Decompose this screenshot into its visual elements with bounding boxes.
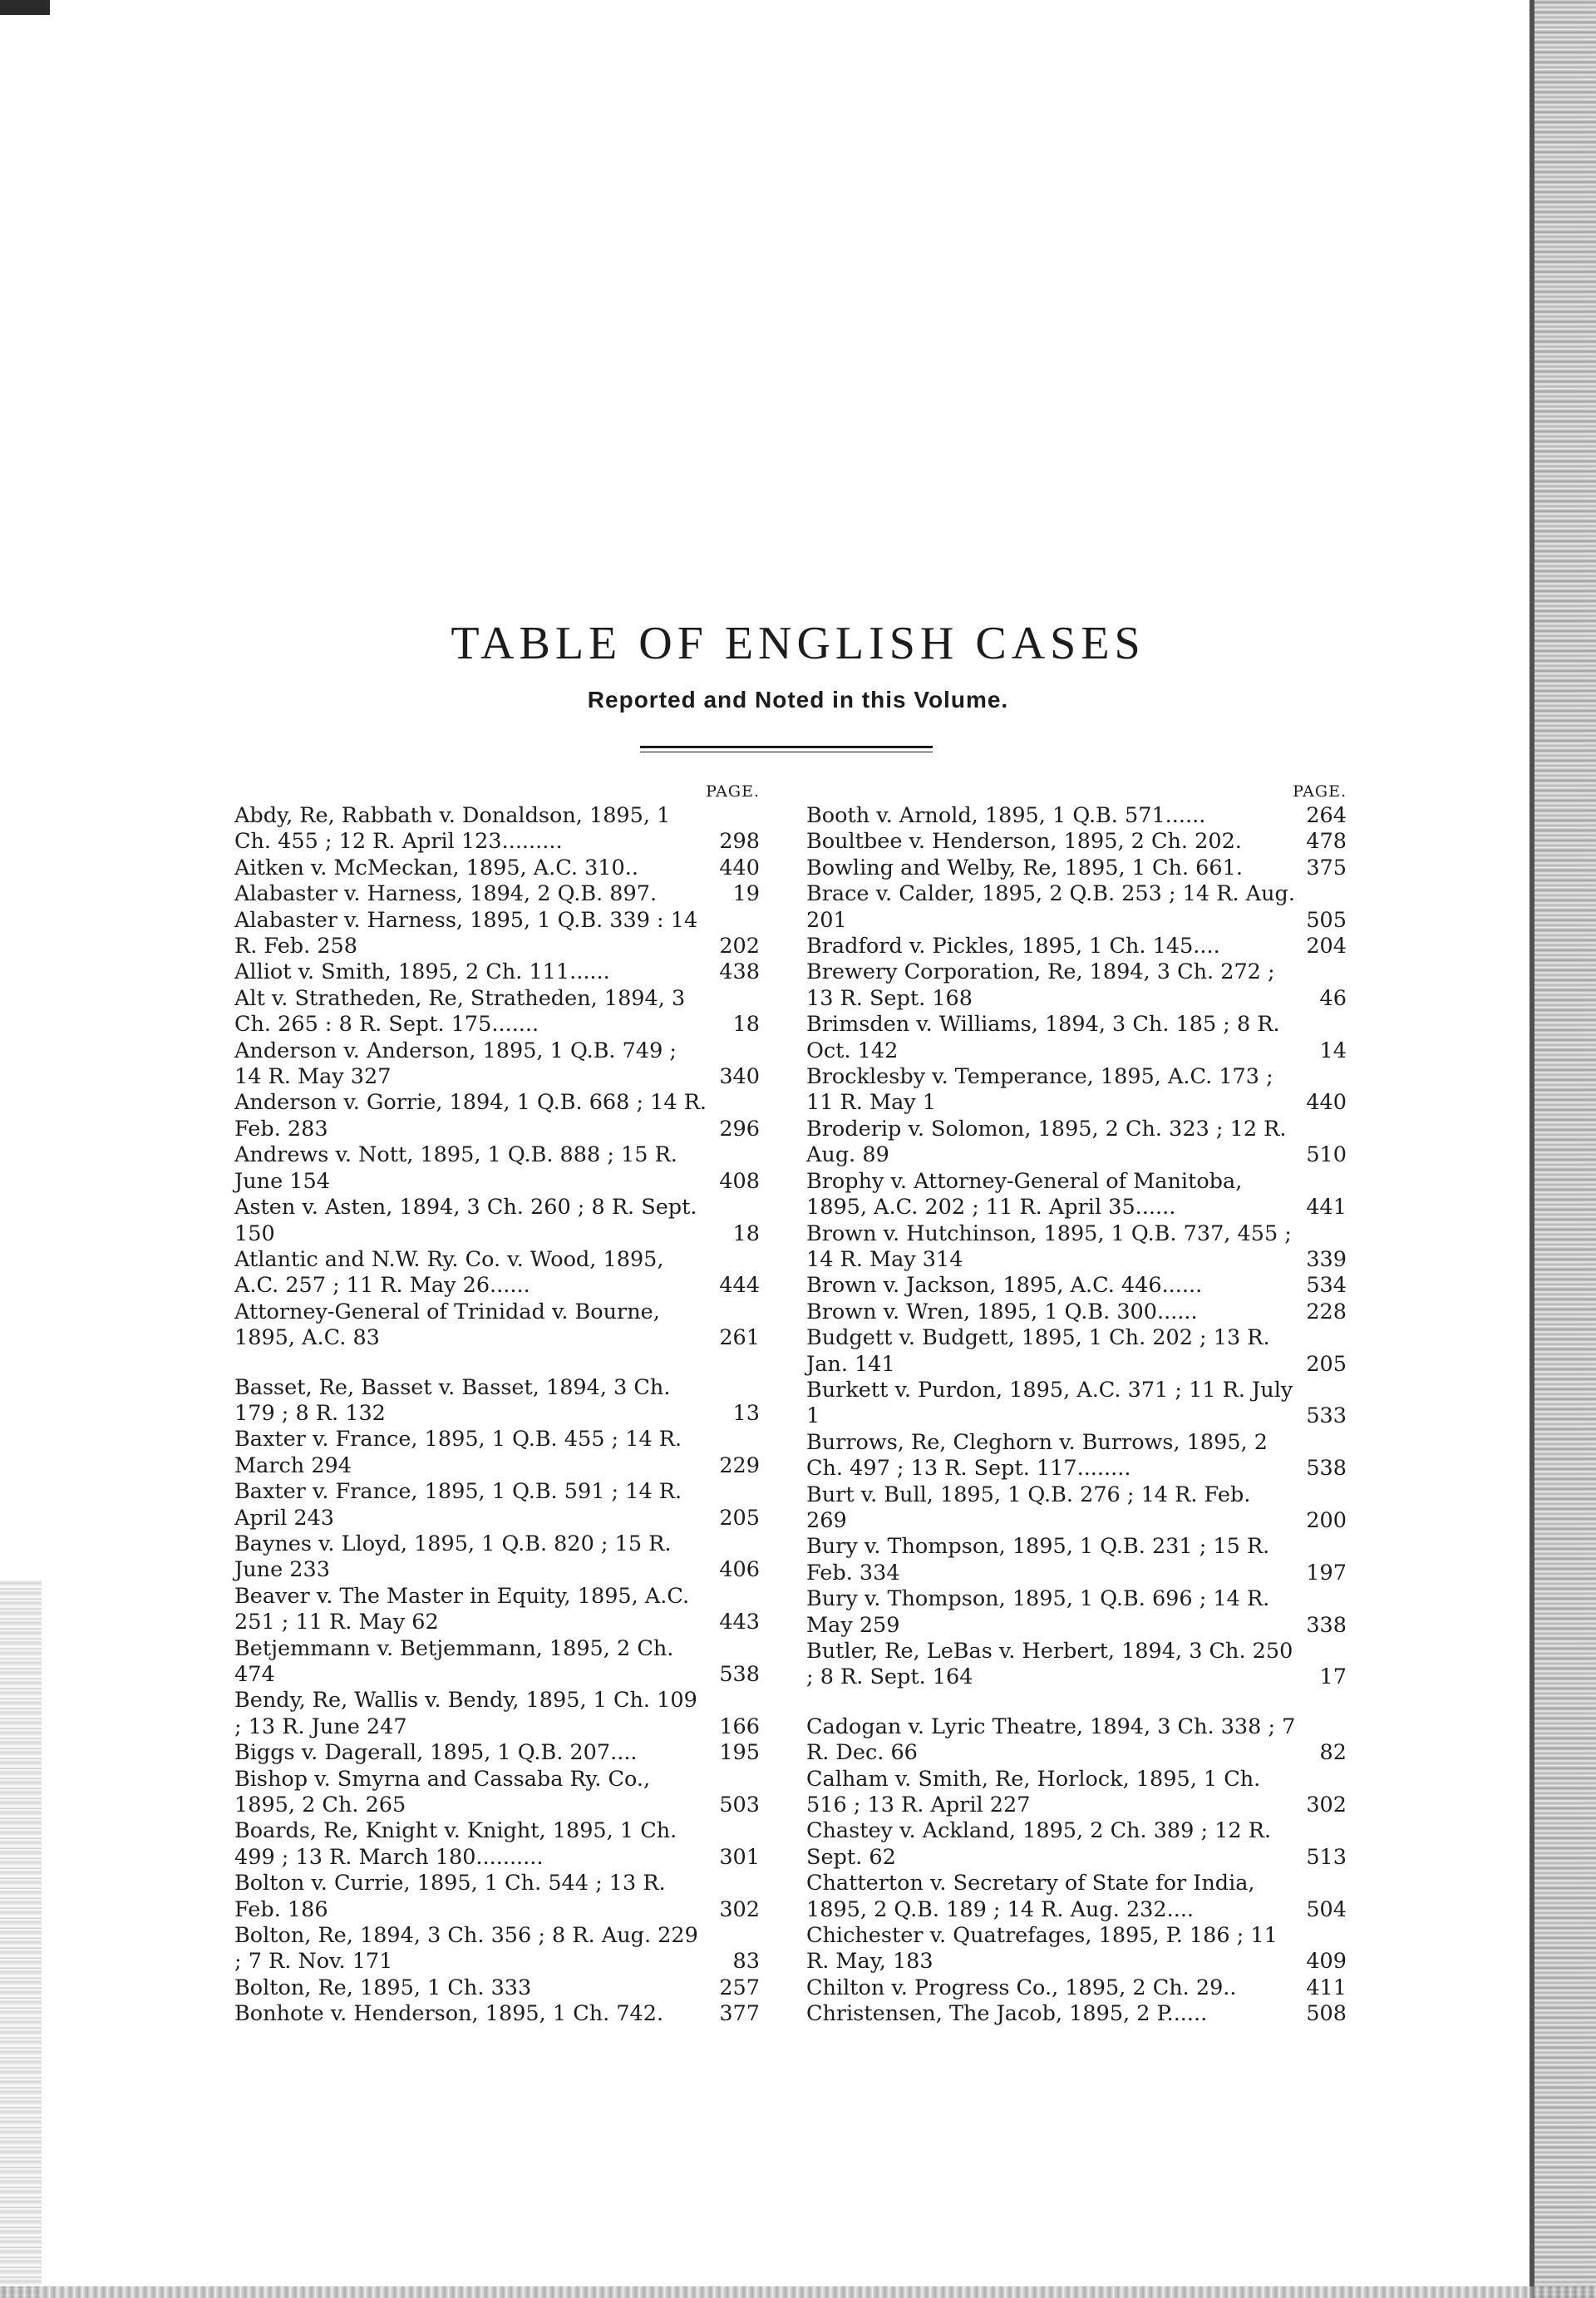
case-page-number: 202 [719, 934, 760, 959]
case-entry [806, 1534, 1347, 1586]
case-page-number: 46 [1319, 985, 1347, 1011]
case-entry [234, 1427, 760, 1479]
case-page-number: 375 [1306, 855, 1347, 880]
case-page-number: 406 [719, 1557, 760, 1583]
case-entry [234, 908, 760, 960]
case-page-number: 408 [719, 1168, 760, 1194]
case-citation: Attorney-General of Trinidad v. Bourne, 1895, A.C. 83 [234, 1299, 660, 1351]
section-gap [234, 1352, 760, 1375]
case-entry [806, 934, 1347, 959]
case-entry [806, 1221, 1347, 1274]
case-citation: Andrews v. Nott, 1895, 1 Q.B. 888 ; 15 R. June 154 [234, 1142, 677, 1194]
case-citation: Aitken v. McMeckan, 1895, A.C. 310.. [234, 855, 638, 880]
right-column [806, 780, 1347, 2028]
case-list-left [234, 803, 760, 2028]
case-citation: Abdy, Re, Rabbath v. Donaldson, 1895, 1 Ch. 455 ; 12 R. April 123......... [234, 803, 671, 855]
case-citation: Brimsden v. Williams, 1894, 3 Ch. 185 ; 8 R. Oct. 142 [806, 1012, 1280, 1063]
case-page-number: 205 [719, 1505, 760, 1531]
case-page-number: 510 [1306, 1142, 1347, 1168]
case-page-number: 444 [719, 1273, 760, 1299]
case-citation: Alt v. Stratheden, Re, Stratheden, 1894, 3 Ch. 265 : 8 R. Sept. 175....... [234, 985, 686, 1038]
case-entry [806, 1430, 1347, 1482]
case-citation: Baynes v. Lloyd, 1895, 1 Q.B. 820 ; 15 R. June 233 [234, 1531, 672, 1583]
case-citation: Burt v. Bull, 1895, 1 Q.B. 276 ; 14 R. Feb. 269 [806, 1482, 1251, 1533]
case-citation: Booth v. Arnold, 1895, 1 Q.B. 571...... [806, 803, 1206, 828]
case-citation: Cadogan v. Lyric Theatre, 1894, 3 Ch. 338 ; 7 R. Dec. 66 [806, 1714, 1296, 1766]
case-entry [806, 829, 1347, 855]
case-citation: Bolton, Re, 1894, 3 Ch. 356 ; 8 R. Aug. 229 ; 7 R. Nov. 171 [234, 1923, 698, 1975]
case-citation: Boultbee v. Henderson, 1895, 2 Ch. 202. [806, 829, 1242, 855]
page-title: TABLE OF ENGLISH CASES [451, 618, 1145, 669]
case-citation: Bury v. Thompson, 1895, 1 Q.B. 696 ; 14 R. May 259 [806, 1586, 1270, 1638]
case-entry [234, 1975, 760, 2001]
case-page-number: 83 [732, 1949, 760, 1975]
case-citation: Chatterton v. Secretary of State for India, 1895, 2 Q.B. 189 ; 14 R. Aug. 232.... [806, 1871, 1255, 1922]
case-entry [806, 856, 1347, 881]
case-page-number: 197 [1306, 1560, 1347, 1585]
case-page-number: 440 [1306, 1090, 1347, 1116]
case-entry [234, 986, 760, 1038]
title-divider [640, 746, 933, 748]
case-entry [234, 1142, 760, 1195]
case-citation: Butler, Re, LeBas v. Herbert, 1894, 3 Ch. 250 ; 8 R. Sept. 164 [806, 1639, 1293, 1690]
case-entry [234, 1195, 760, 1247]
case-page-number: 13 [732, 1400, 760, 1426]
case-citation: Brophy v. Attorney-General of Manitoba, 1895, A.C. 202 ; 11 R. April 35...... [806, 1168, 1243, 1221]
case-entry [234, 803, 760, 856]
case-page-number: 261 [719, 1325, 760, 1351]
case-entry [234, 1375, 760, 1428]
case-citation: Brown v. Wren, 1895, 1 Q.B. 300...... [806, 1299, 1198, 1324]
case-page-number: 508 [1306, 2001, 1347, 2027]
case-entry [234, 1531, 760, 1584]
case-page-number: 229 [719, 1452, 760, 1478]
case-page-number: 441 [1306, 1195, 1347, 1221]
case-page-number: 301 [719, 1844, 760, 1870]
case-entry [234, 1688, 760, 1740]
case-citation: Budgett v. Budgett, 1895, 1 Ch. 202 ; 13 R. Jan. 141 [806, 1325, 1270, 1377]
case-entry [806, 1299, 1347, 1325]
case-list-right [806, 803, 1347, 2028]
case-page-number: 503 [719, 1793, 760, 1818]
case-entry [806, 1586, 1347, 1639]
case-entry [806, 1975, 1347, 2001]
case-page-number: 338 [1306, 1612, 1347, 1638]
case-page-number: 257 [719, 1975, 760, 2000]
case-page-number: 298 [719, 829, 760, 855]
case-page-number: 438 [719, 959, 760, 985]
case-page-number: 538 [1306, 1456, 1347, 1482]
case-citation: Anderson v. Anderson, 1895, 1 Q.B. 749 ; 14 R. May 327 [234, 1038, 677, 1090]
case-page-number: 200 [1306, 1507, 1347, 1533]
case-citation: Burkett v. Purdon, 1895, A.C. 371 ; 11 R. July 1 [806, 1377, 1293, 1429]
case-page-number: 18 [732, 1012, 760, 1038]
case-entry [234, 1299, 760, 1352]
case-entry [234, 1923, 760, 1975]
case-citation: Bishop v. Smyrna and Cassaba Ry. Co., 1895, 2 Ch. 265 [234, 1766, 651, 1818]
case-entry [806, 1923, 1347, 1975]
case-page-number: 377 [719, 2001, 760, 2027]
case-citation: Anderson v. Gorrie, 1894, 1 Q.B. 668 ; 14 R. Feb. 283 [234, 1090, 707, 1142]
case-entry [806, 1714, 1347, 1767]
page-column-header: PAGE. [706, 782, 760, 801]
case-page-number: 18 [732, 1221, 760, 1246]
case-citation: Beaver v. The Master in Equity, 1895, A.C. 251 ; 11 R. May 62 [234, 1583, 690, 1635]
case-citation: Boards, Re, Knight v. Knight, 1895, 1 Ch. 499 ; 13 R. March 180.......... [234, 1818, 677, 1870]
case-citation: Atlantic and N.W. Ry. Co. v. Wood, 1895, A.C. 257 ; 11 R. May 26...... [234, 1246, 664, 1299]
case-citation: Bradford v. Pickles, 1895, 1 Ch. 145.... [806, 934, 1220, 959]
case-citation: Bowling and Welby, Re, 1895, 1 Ch. 661. [806, 855, 1243, 880]
case-page-number: 533 [1306, 1403, 1347, 1429]
case-page-number: 505 [1306, 907, 1347, 933]
case-entry [234, 856, 760, 881]
case-citation: Alliot v. Smith, 1895, 2 Ch. 111...... [234, 959, 610, 985]
case-citation: Biggs v. Dagerall, 1895, 1 Q.B. 207.... [234, 1740, 638, 1766]
case-citation: Chastey v. Ackland, 1895, 2 Ch. 389 ; 12 R. Sept. 62 [806, 1818, 1272, 1870]
case-page-number: 228 [1306, 1299, 1347, 1324]
case-page-number: 411 [1306, 1975, 1347, 2000]
left-column [234, 780, 760, 2028]
case-page-number: 513 [1306, 1844, 1347, 1870]
case-page-number: 478 [1306, 829, 1347, 855]
case-citation: Alabaster v. Harness, 1894, 2 Q.B. 897. [234, 881, 658, 907]
case-entry [806, 1064, 1347, 1117]
case-entry [234, 1767, 760, 1819]
case-entry [234, 881, 760, 907]
case-page-number: 204 [1306, 934, 1347, 959]
case-entry [234, 2001, 760, 2027]
section-gap [806, 1691, 1347, 1714]
case-page-number: 166 [719, 1714, 760, 1739]
scan-edge-bottom [0, 2286, 1596, 2298]
case-citation: Baxter v. France, 1895, 1 Q.B. 591 ; 14 R. April 243 [234, 1479, 682, 1531]
case-page-number: 205 [1306, 1351, 1347, 1377]
case-entry [234, 1090, 760, 1142]
case-citation: Burrows, Re, Cleghorn v. Burrows, 1895, 2 Ch. 497 ; 13 R. Sept. 117........ [806, 1429, 1268, 1482]
case-page-number: 82 [1319, 1740, 1347, 1766]
case-entry [234, 1038, 760, 1091]
case-citation: Bonhote v. Henderson, 1895, 1 Ch. 742. [234, 2001, 664, 2027]
case-page-number: 296 [719, 1116, 760, 1142]
case-entry [806, 1169, 1347, 1221]
case-page-number: 14 [1319, 1038, 1347, 1063]
case-entry [234, 1818, 760, 1871]
case-entry [234, 1247, 760, 1299]
scan-edge-right [1530, 0, 1596, 2298]
case-entry [806, 1639, 1347, 1691]
case-entry [234, 1584, 760, 1636]
case-page-number: 534 [1306, 1273, 1347, 1299]
case-entry [806, 959, 1347, 1012]
case-citation: Brewery Corporation, Re, 1894, 3 Ch. 272 ; 13 R. Sept. 168 [806, 959, 1275, 1011]
case-entry [806, 803, 1347, 829]
case-page-number: 409 [1306, 1949, 1347, 1975]
case-page-number: 195 [719, 1740, 760, 1766]
case-citation: Bendy, Re, Wallis v. Bendy, 1895, 1 Ch. 109 ; 13 R. June 247 [234, 1688, 697, 1739]
case-page-number: 19 [732, 881, 760, 907]
case-page-number: 504 [1306, 1896, 1347, 1922]
case-entry [806, 2001, 1347, 2027]
case-page-number: 340 [719, 1064, 760, 1090]
case-citation: Chichester v. Quatrefages, 1895, P. 186 ; 11 R. May, 183 [806, 1923, 1278, 1975]
scan-edge-left [0, 1580, 42, 2298]
case-entry [234, 1479, 760, 1531]
case-page-number: 264 [1306, 803, 1347, 828]
case-page-number: 302 [1306, 1793, 1347, 1818]
case-citation: Broderip v. Solomon, 1895, 2 Ch. 323 ; 12 R. Aug. 89 [806, 1116, 1287, 1168]
case-citation: Baxter v. France, 1895, 1 Q.B. 455 ; 14 R. March 294 [234, 1427, 682, 1478]
case-entry [806, 881, 1347, 934]
case-citation: Brocklesby v. Temperance, 1895, A.C. 173 ; 11 R. May 1 [806, 1064, 1273, 1116]
case-page-number: 440 [719, 855, 760, 880]
case-page-number: 339 [1306, 1246, 1347, 1272]
case-entry [806, 1378, 1347, 1430]
case-citation: Christensen, The Jacob, 1895, 2 P...... [806, 2001, 1208, 2027]
case-citation: Basset, Re, Basset v. Basset, 1894, 3 Ch. 179 ; 8 R. 132 [234, 1374, 671, 1426]
case-page-number: 17 [1319, 1664, 1347, 1690]
case-entry [806, 1482, 1347, 1535]
case-citation: Brown v. Jackson, 1895, A.C. 446...... [806, 1273, 1203, 1299]
case-citation: Brown v. Hutchinson, 1895, 1 Q.B. 737, 455 ; 14 R. May 314 [806, 1221, 1292, 1272]
case-entry [234, 959, 760, 985]
case-entry [234, 1871, 760, 1923]
case-citation: Chilton v. Progress Co., 1895, 2 Ch. 29.. [806, 1975, 1237, 2000]
case-entry [234, 1636, 760, 1689]
case-page-number: 302 [719, 1896, 760, 1922]
scan-corner-mark [0, 0, 50, 15]
case-page-number: 443 [719, 1610, 760, 1635]
case-entry [806, 1325, 1347, 1378]
case-citation: Brace v. Calder, 1895, 2 Q.B. 253 ; 14 R. Aug. 201 [806, 881, 1295, 933]
case-entry [806, 1871, 1347, 1923]
case-citation: Asten v. Asten, 1894, 3 Ch. 260 ; 8 R. Sept. 150 [234, 1195, 697, 1246]
case-entry [806, 1117, 1347, 1169]
case-citation: Betjemmann v. Betjemmann, 1895, 2 Ch. 474 [234, 1635, 674, 1687]
case-entry [806, 1767, 1347, 1819]
case-citation: Alabaster v. Harness, 1895, 1 Q.B. 339 : 14 R. Feb. 258 [234, 907, 698, 959]
case-citation: Bolton v. Currie, 1895, 1 Ch. 544 ; 13 R. Feb. 186 [234, 1871, 666, 1922]
case-citation: Bury v. Thompson, 1895, 1 Q.B. 231 ; 15 R. Feb. 334 [806, 1534, 1270, 1585]
case-entry [234, 1740, 760, 1766]
case-entry [806, 1818, 1347, 1871]
case-entry [806, 1273, 1347, 1299]
case-citation: Calham v. Smith, Re, Horlock, 1895, 1 Ch. 516 ; 13 R. April 227 [806, 1766, 1261, 1818]
page-column-header: PAGE. [1293, 782, 1347, 801]
case-entry [806, 1012, 1347, 1064]
case-citation: Bolton, Re, 1895, 1 Ch. 333 [234, 1975, 532, 2000]
page-subtitle: Reported and Noted in this Volume. [587, 687, 1009, 713]
case-page-number: 538 [719, 1662, 760, 1687]
